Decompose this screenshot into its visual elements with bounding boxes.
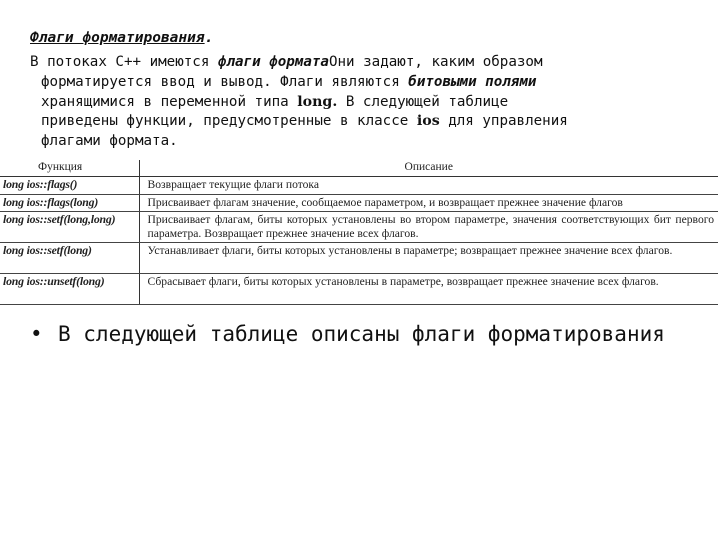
text-fragment: хранящимися в переменной типа — [41, 93, 298, 110]
paragraph-line-4 — [30, 112, 698, 132]
description-cell: Присваивает флагам, биты которых установлены во втором параметре, значения соответствующих бит первого параметра. Возвращает прежнее значение всех флагов. — [139, 212, 718, 243]
column-header-function: Функция — [0, 160, 139, 177]
table-row — [0, 212, 718, 243]
flags-functions-table — [0, 160, 718, 305]
class-ios: ios — [416, 113, 440, 130]
paragraph-line-2 — [30, 73, 698, 93]
paragraph-line-3 — [30, 93, 698, 113]
paragraph-line-5: флагами формата. — [41, 133, 178, 150]
bullet-text: В следующей таблице описаны флаги форматирования — [58, 322, 665, 346]
intro-paragraph — [30, 53, 698, 152]
term-bit-fields: битовыми полями — [408, 73, 537, 90]
text-fragment: для управления — [439, 113, 568, 130]
text-fragment: Они задают, каким образом — [328, 54, 543, 70]
column-header-description: Описание — [139, 160, 718, 177]
text-fragment: форматируется ввод и вывод. Флаги являются — [41, 73, 409, 90]
description-cell: Присваивает флагам значение, сообщаемое параметром, и возвращает прежнее значение флагов — [139, 194, 718, 212]
table-row — [0, 274, 718, 305]
bullet-point — [30, 322, 670, 347]
bullet-marker: • — [30, 322, 43, 346]
description-cell: Устанавливает флаги, биты которых установлены в параметре; возвращает прежнее значение всех флагов. — [139, 243, 718, 274]
paragraph-line-1 — [30, 53, 698, 73]
table-row — [0, 177, 718, 195]
function-cell: long ios::setf(long) — [0, 243, 139, 274]
heading-punct: . — [204, 30, 214, 46]
term-format-flags: флаги формата — [217, 54, 329, 70]
text-fragment: В следующей таблице — [337, 93, 509, 110]
function-cell: long ios::flags() — [0, 177, 139, 195]
type-long: long. — [297, 93, 338, 110]
text-fragment: В потоках С++ имеются — [30, 54, 218, 70]
section-heading — [30, 30, 213, 46]
heading-title: Флаги форматирования — [30, 30, 205, 46]
function-cell: long ios::flags(long) — [0, 194, 139, 212]
text-fragment: приведены функции, предусмотренные в классе — [41, 113, 417, 130]
table-row — [0, 194, 718, 212]
function-cell: long ios::unsetf(long) — [0, 274, 139, 305]
function-cell: long ios::setf(long,long) — [0, 212, 139, 243]
table-header-row — [0, 160, 718, 177]
description-cell: Сбрасывает флаги, биты которых установлены в параметре, возвращает прежнее значение всех флагов. — [139, 274, 718, 305]
description-cell: Возвращает текущие флаги потока — [139, 177, 718, 195]
table-row — [0, 243, 718, 274]
